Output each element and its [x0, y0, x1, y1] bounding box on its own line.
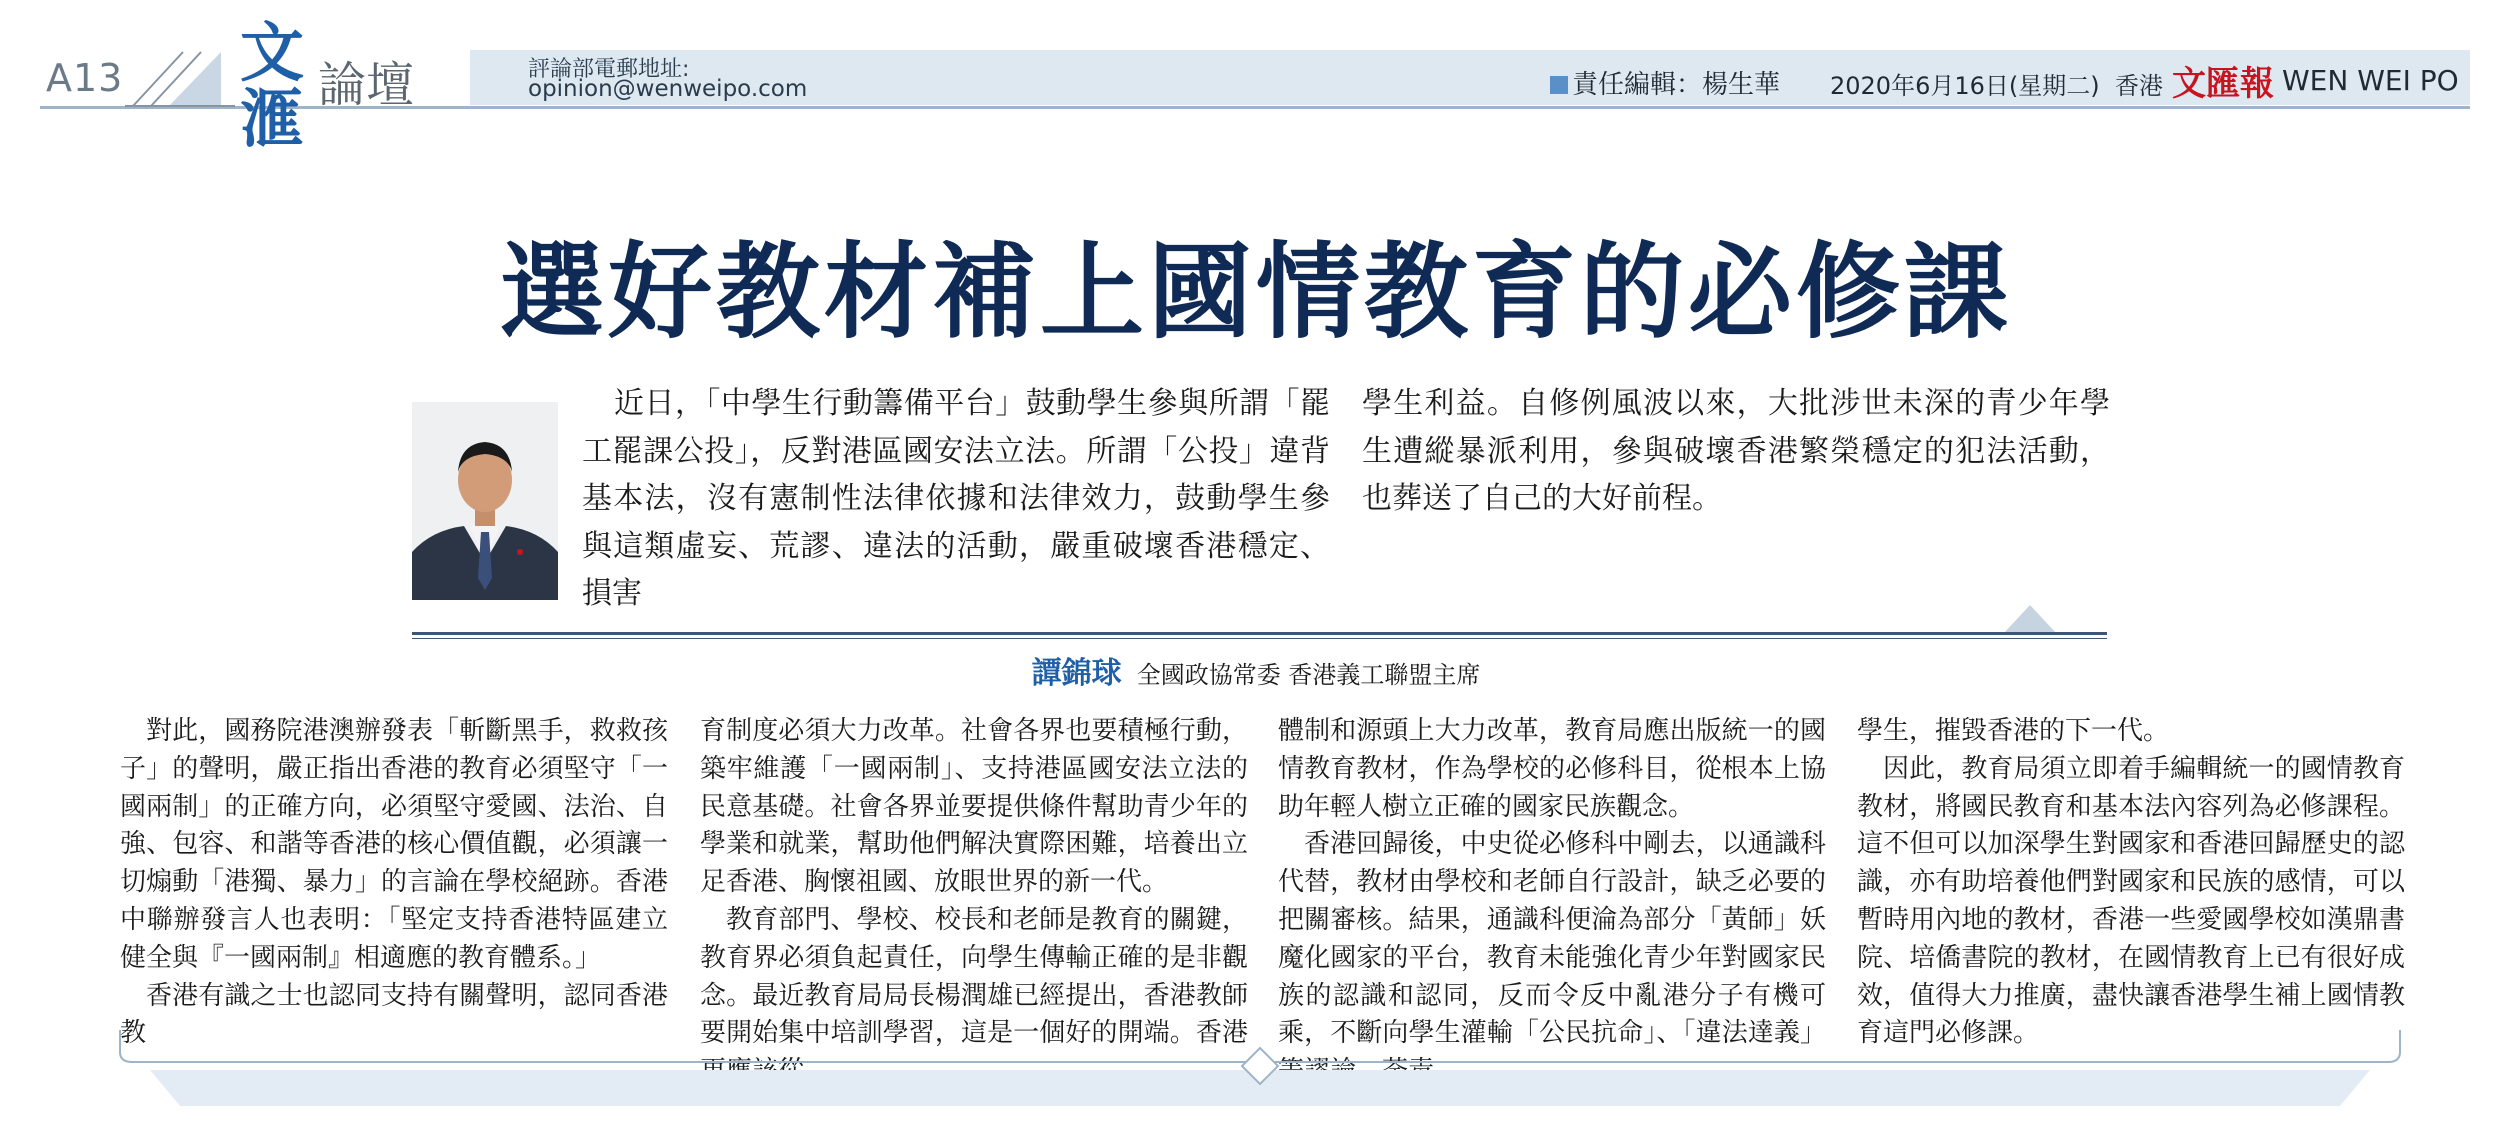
author-title: 全國政協常委 香港義工聯盟主席 [1136, 661, 1481, 689]
section-name: 論壇 [318, 57, 415, 113]
body-paragraph: 體制和源頭上大力改革，教育局應出版統一的國情教育教材，作為學校的必修科目，從根本上協助年輕人樹立正確的國家民族觀念。 [1278, 716, 1826, 822]
square-bullet-icon [1550, 76, 1568, 94]
editor-credit-text: 責任編輯：楊生華 [1572, 70, 1781, 100]
body-column-1 [120, 713, 668, 1053]
email-address-label: 評論部電郵地址: [528, 57, 690, 82]
author-photo [412, 402, 558, 600]
body-paragraph: 育制度必須大力改革。社會各界也要積極行動，築牢維護「一國兩制」、支持港區國安法立法的民意基礎。社會各界並要提供條件幫助青少年的學業和就業，幫助他們解決實際困難，培養出立足香港、胸懷祖國、放眼世界的新一代。 [700, 716, 1248, 898]
lead-divider [412, 632, 2107, 635]
logo-char-wen: 文 [240, 16, 304, 91]
byline [0, 648, 2512, 692]
body-paragraph: 學生，摧毀香港的下一代。 [1857, 716, 2170, 746]
body-paragraph: 對此，國務院港澳辦發表「斬斷黑手，救救孩子」的聲明，嚴正指出香港的教育必須堅守「一國兩制」的正確方向，必須堅守愛國、法治、自強、包容、和諧等香港的核心價值觀，必須讓一切煽動「港獨、暴力」的言論在學校絕跡。香港中聯辦發言人也表明：「堅定支持香港特區建立健全與『一國兩制』相適應的教育體系。」 [120, 716, 668, 973]
lead-paragraph-part-2: 學生利益。自修例風波以來，大批涉世未深的青少年學生遭縱暴派利用，參與破壞香港繁榮穩定的犯法活動，也葬送了自己的大好前程。 [1362, 386, 2110, 516]
editor-credit [1550, 64, 1780, 101]
email-address[interactable]: opinion@wenweipo.com [528, 76, 808, 102]
issue-date: 2020年6月16日(星期二) [1830, 72, 2100, 100]
bottom-frame [110, 1030, 2410, 1110]
paper-logo: 文匯報 [2172, 64, 2274, 104]
logo-char-hui: 滙 [240, 82, 304, 157]
lead-divider-thin [412, 638, 2107, 639]
author-name: 譚錦球 [1031, 656, 1122, 691]
triangle-ornament-icon [2004, 605, 2056, 633]
body-paragraph: 教育部門、學校、校長和老師是教育的關鍵，教育界必須負起責任，向學生傳輸正確的是非觀念。最近教育局局長楊潤雄已經提出，香港教師要開始集中培訓學習，這是一個好的開端。香港 [700, 904, 1248, 1049]
body-paragraph: 香港回歸後，中史從必修科中剛去，以通識科代替，教材由學校和老師自行設計，缺乏必要的把關審核。結果，通識科便淪為部分「黃師」妖魔化國家的平台，教育未能強化青少年對國家民族的認識和認同，反而令反中亂港分子有機可乘，不斷向學生灌輸「公民抗命」、「違法達義」 [1278, 829, 1826, 1049]
body-paragraph: 香港有識之士也認同支持有關聲明，認同香港教 [120, 980, 668, 1049]
page-number: A13 [46, 56, 124, 100]
paper-name-en: WEN WEI PO [2282, 64, 2459, 97]
portrait-image [412, 402, 558, 600]
body-column-4 [1857, 713, 2405, 1053]
body-paragraph: 因此，教育局須立即着手編輯統一的國情教育教材，將國民教育和基本法內容列為必修課程。這不但可以加深學生對國家和香港回歸歷史的認識，亦有助培養他們對國家和民族的感情，可以暫時用內地的教材，香港一些愛國學校如漢鼎書院、培僑書院的教材，在國情教育上已有很好成效，值得大力推廣，盡快讓香港學生補上國情教育這門必修課。 [1857, 753, 2405, 1049]
slash-decoration-icon [125, 48, 235, 108]
paper-place: 香港 [2115, 72, 2163, 100]
article-headline: 選好教材補上國情教育的必修課 [499, 230, 2012, 353]
lead-paragraph-part-1: 近日，「中學生行動籌備平台」鼓動學生參與所謂「罷工罷課公投」，反對港區國安法立法。所謂「公投」違背基本法，沒有憲制性法律依據和法律效力，鼓動學生參與這類虛妄、荒謬、違法的活動，嚴重破壞香港穩定、損害 [582, 386, 1330, 611]
